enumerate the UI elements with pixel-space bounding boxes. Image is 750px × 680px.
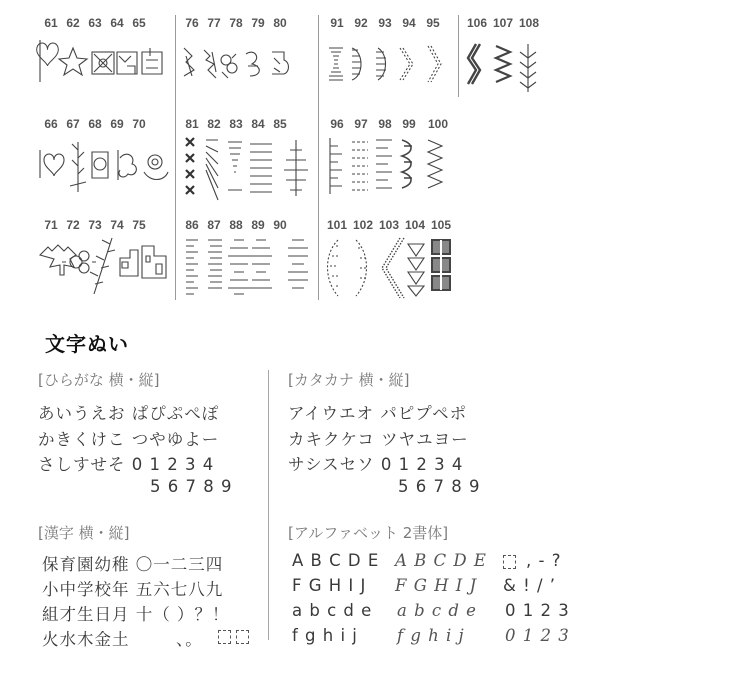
vine-stitch-icon bbox=[90, 238, 115, 294]
flower-stitch-icon bbox=[92, 152, 108, 178]
kanji-line: 火水木金土 bbox=[42, 630, 130, 649]
house-stitch-icon bbox=[117, 52, 137, 74]
stitch-number: 97 bbox=[354, 117, 368, 131]
stitch-number: 72 bbox=[66, 218, 80, 232]
chevron-stitch-icon bbox=[382, 238, 404, 298]
open-bracket-icon bbox=[218, 630, 231, 644]
satin-bars-stitch-icon bbox=[330, 138, 342, 194]
stitch-number: 104 bbox=[404, 218, 426, 232]
stitch-number: 105 bbox=[430, 218, 452, 232]
stitch-number: 90 bbox=[273, 218, 287, 232]
stitch-number: 61 bbox=[44, 16, 58, 30]
alphabet-script-line: F G H I J bbox=[395, 576, 478, 595]
stitch-number: 102 bbox=[352, 218, 374, 232]
building-stitch-icon bbox=[142, 246, 166, 278]
stitch-number: 84 bbox=[251, 117, 265, 131]
satin-bars-stitch-icon bbox=[186, 240, 198, 294]
kanji-line: 小中学校年 五六七八九 bbox=[42, 580, 224, 599]
heart-stitch-icon bbox=[37, 40, 59, 82]
kanji-line: 保育園幼稚 〇一二三四 bbox=[42, 555, 224, 574]
kanji-punctuation: 、。 bbox=[176, 630, 203, 649]
alphabet-script-line: a b c d e bbox=[397, 601, 477, 620]
stitch-number: 108 bbox=[518, 16, 540, 30]
stitch-number: 88 bbox=[229, 218, 243, 232]
alphabet-plain-line: f g h i j bbox=[292, 626, 358, 645]
flower-stitch-icon bbox=[62, 251, 96, 273]
stitch-number: 107 bbox=[492, 16, 514, 30]
stitch-number: 73 bbox=[88, 218, 102, 232]
stitch-number: 91 bbox=[330, 16, 344, 30]
floral-box-stitch-icon bbox=[92, 52, 114, 74]
cloud-stitch-icon bbox=[118, 150, 136, 180]
kanji-line: 組才生日月 十（ ）？！ bbox=[42, 605, 230, 624]
stitch-number: 78 bbox=[229, 16, 243, 30]
stitch-number: 103 bbox=[378, 218, 400, 232]
stitch-number: 66 bbox=[44, 117, 58, 131]
bracket-icon bbox=[503, 555, 516, 569]
satin-column-stitch-icon bbox=[432, 240, 450, 290]
stitch-number: 77 bbox=[207, 16, 221, 30]
stitch-number: 93 bbox=[378, 16, 392, 30]
stitch-number: 76 bbox=[185, 16, 199, 30]
katakana-heading: [カタカナ 横・縦] bbox=[288, 371, 410, 389]
bell-stitch-icon bbox=[272, 52, 289, 74]
kanji-heading: [漢字 横・縦] bbox=[38, 524, 130, 542]
section-title: 文字ぬい bbox=[45, 332, 129, 356]
alphabet-script-number-line: 0 1 2 3 bbox=[505, 626, 570, 645]
satin-oval-stitch-icon bbox=[250, 240, 272, 288]
stitch-number: 67 bbox=[66, 117, 80, 131]
stitch-number: 75 bbox=[132, 218, 146, 232]
close-bracket-icon bbox=[236, 630, 249, 644]
hiragana-line: 5 6 7 8 9 bbox=[150, 477, 233, 496]
hourglass-stitch-icon bbox=[329, 48, 343, 80]
column-divider bbox=[268, 370, 269, 640]
crescent-stitch-icon bbox=[356, 240, 367, 296]
stitch-number: 95 bbox=[426, 16, 440, 30]
stitch-number: 65 bbox=[132, 16, 146, 30]
satin-scallop-stitch-icon bbox=[402, 140, 412, 188]
stitch-number: 100 bbox=[427, 117, 449, 131]
satin-oval-stitch-icon bbox=[228, 240, 250, 294]
hiragana-line: あいうえお ぱぴぷぺぽ bbox=[38, 404, 220, 423]
zigzag-stitch-icon bbox=[496, 46, 510, 82]
satin-bars-stitch-icon bbox=[208, 240, 222, 288]
stitch-number: 81 bbox=[185, 117, 199, 131]
chevron-stitch-icon bbox=[400, 48, 413, 80]
butterfly-stitch-icon bbox=[204, 50, 216, 78]
satin-diamond-stitch-icon bbox=[284, 140, 308, 196]
satin-triangle-stitch-icon bbox=[228, 142, 242, 190]
stitch-number: 74 bbox=[110, 218, 124, 232]
stitch-number: 86 bbox=[185, 218, 199, 232]
stitch-number: 89 bbox=[251, 218, 265, 232]
satin-bars-stitch-icon bbox=[250, 144, 272, 192]
house-stitch-icon bbox=[120, 250, 138, 276]
bird-stitch-icon bbox=[246, 52, 259, 76]
satin-chevron-stitch-icon bbox=[428, 140, 442, 188]
alphabet-plain-line: a b c d e bbox=[292, 601, 373, 620]
alphabet-number-line: 0 1 2 3 bbox=[505, 601, 570, 620]
stitch-number: 92 bbox=[354, 16, 368, 30]
hiragana-heading: [ひらがな 横・縦] bbox=[38, 371, 160, 389]
stitch-number: 106 bbox=[466, 16, 488, 30]
stitch-number: 71 bbox=[44, 218, 58, 232]
crescent-stitch-icon bbox=[328, 240, 341, 296]
stitch-number: 99 bbox=[402, 117, 416, 131]
stitch-number: 70 bbox=[132, 117, 146, 131]
stitch-number: 101 bbox=[326, 218, 348, 232]
alphabet-script-line: f g h i j bbox=[397, 626, 465, 645]
katakana-line: アイウエオ パピプペポ bbox=[288, 404, 468, 423]
stitch-number: 85 bbox=[273, 117, 287, 131]
stitch-number: 82 bbox=[207, 117, 221, 131]
stitch-number: 94 bbox=[402, 16, 416, 30]
hiragana-line: さしすせそ 0 1 2 3 4 bbox=[38, 455, 215, 474]
satin-chevron-stitch-icon bbox=[186, 138, 194, 194]
stitch-number: 87 bbox=[207, 218, 221, 232]
katakana-line: サシスセソ 0 1 2 3 4 bbox=[288, 455, 464, 474]
feather-stitch-icon bbox=[520, 44, 536, 92]
alphabet-plain-line: F G H I J bbox=[292, 576, 367, 595]
stitch-number: 62 bbox=[66, 16, 80, 30]
alphabet-symbol-line: & ! / ’ bbox=[503, 576, 557, 595]
stitch-patterns bbox=[0, 0, 750, 305]
flower-stitch-icon bbox=[144, 155, 168, 180]
hiragana-line: かきくけこ つやゆよー bbox=[38, 430, 220, 449]
alphabet-heading: [アルファベット 2書体] bbox=[288, 524, 449, 542]
heart-stitch-icon bbox=[40, 150, 64, 178]
satin-bars-stitch-icon bbox=[376, 140, 392, 188]
stitch-number: 79 bbox=[251, 16, 265, 30]
stitch-number: 96 bbox=[330, 117, 344, 131]
stitch-number: 63 bbox=[88, 16, 102, 30]
leaf-stitch-icon bbox=[184, 48, 194, 76]
satin-oval-stitch-icon bbox=[288, 240, 308, 288]
katakana-line: カキクケコ ツヤユヨー bbox=[288, 430, 469, 449]
katakana-line: 5 6 7 8 9 bbox=[398, 477, 481, 496]
stitch-number: 80 bbox=[273, 16, 287, 30]
chevron-stitch-icon bbox=[428, 46, 441, 82]
triangle-stack-stitch-icon bbox=[408, 244, 424, 296]
cat-stitch-icon bbox=[142, 48, 162, 74]
alphabet-plain-line: A B C D E bbox=[292, 551, 380, 570]
zigzag-stitch-icon bbox=[468, 44, 480, 84]
alphabet-symbol-line: , - ? bbox=[526, 551, 562, 570]
tree-stitch-icon bbox=[70, 142, 86, 192]
stitch-number: 64 bbox=[110, 16, 124, 30]
arc-stitch-icon bbox=[352, 48, 361, 80]
star-stitch-icon bbox=[59, 48, 87, 75]
alphabet-script-line: A B C D E bbox=[395, 551, 487, 570]
arc-stitch-icon bbox=[376, 48, 386, 80]
stitch-number: 68 bbox=[88, 117, 102, 131]
flower-stitch-icon bbox=[221, 54, 237, 78]
stitch-number: 83 bbox=[229, 117, 243, 131]
satin-bars-stitch-icon bbox=[352, 142, 368, 190]
stitch-number: 98 bbox=[378, 117, 392, 131]
satin-triangle-stitch-icon bbox=[206, 140, 218, 200]
stitch-number: 69 bbox=[110, 117, 124, 131]
